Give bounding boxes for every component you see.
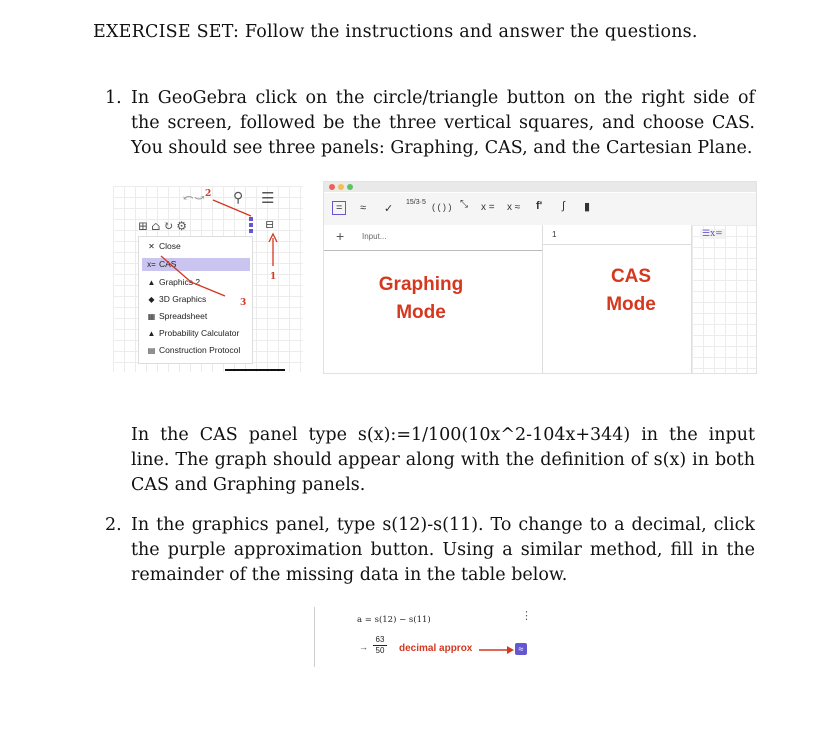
cas-row-line — [543, 244, 691, 245]
cas-toolbar — [324, 193, 756, 225]
cartesian-plane — [692, 225, 756, 373]
annotation-1: 1 — [270, 272, 277, 282]
add-input-icon[interactable]: + — [336, 228, 345, 244]
geogebra-menu-screenshot — [113, 186, 303, 372]
derivative-button[interactable]: f' — [536, 200, 543, 212]
fraction-numerator: 63 — [375, 635, 385, 644]
annotation-3: 3 — [240, 298, 247, 308]
menu-close[interactable]: ✕ Close — [148, 241, 181, 251]
probability-icon: ▲ — [147, 329, 156, 338]
input-underline — [324, 250, 542, 251]
numeric-button[interactable]: ≈ — [360, 202, 367, 214]
input-bar[interactable]: Input... — [362, 232, 387, 241]
close-icon: ✕ — [148, 242, 155, 251]
window-titlebar — [324, 182, 756, 192]
item-2-number: 2. — [105, 515, 122, 535]
minimize-window-dot[interactable] — [338, 184, 344, 190]
evaluate-button[interactable]: = — [332, 201, 346, 215]
approx-pointer-arrow — [479, 644, 519, 656]
settings-icon[interactable]: ⚙ — [176, 219, 191, 233]
menu-cas[interactable]: x= CAS — [147, 259, 177, 269]
protocol-icon: ▤ — [147, 346, 156, 355]
layout-icon[interactable]: ⊞ — [138, 219, 152, 233]
trash-icon[interactable]: ▮ — [584, 201, 591, 213]
cas-mode-label: CAS Mode — [606, 266, 656, 315]
graphics-icon: ▲ — [147, 278, 156, 287]
result-fraction — [373, 635, 387, 656]
result-arrow: → — [359, 642, 368, 652]
menu-3d-graphics[interactable]: ◆ 3D Graphics — [148, 294, 207, 304]
3d-icon: ◆ — [148, 295, 155, 304]
approximation-button[interactable]: ≈ — [515, 643, 527, 655]
fraction-denominator: 50 — [375, 646, 385, 655]
maximize-window-dot[interactable] — [347, 184, 353, 190]
hamburger-menu-icon[interactable]: ☰ — [261, 189, 275, 207]
integral-button[interactable]: ∫ — [562, 200, 566, 212]
substitute-icon[interactable]: ⤡ — [460, 199, 468, 210]
keep-input-button[interactable]: ✓ — [384, 203, 394, 215]
cas-row-number: 1 — [552, 230, 557, 239]
close-window-dot[interactable] — [329, 184, 335, 190]
algebra-entry-screenshot — [314, 607, 539, 667]
menu-probability[interactable]: ▲ Probability Calculator — [147, 328, 240, 338]
menu-graphics-2[interactable]: ▲ Graphics 2 — [147, 277, 201, 287]
solve-button[interactable]: x = — [481, 202, 495, 213]
expression-line: a = s(12) − s(11) — [357, 615, 431, 625]
spreadsheet-icon: ▦ — [147, 312, 156, 321]
menu-construction-protocol[interactable]: ▤ Construction Protocol — [147, 345, 241, 355]
graphing-mode-label: Graphing Mode — [378, 274, 464, 323]
item-2-text: In the graphics panel, type s(12)-s(11). To change to a decimal, click the purple approximation button. Using a similar method, fill in the remainder of the missing data in the table below. — [131, 515, 755, 585]
decimal-approx-label: decimal approx — [399, 643, 473, 654]
menu-spreadsheet[interactable]: ▦ Spreadsheet — [147, 311, 208, 321]
home-icon[interactable]: ⌂ — [151, 219, 164, 233]
undo-redo-icon: ⤺⤻ — [183, 191, 205, 206]
annotation-2: 2 — [205, 189, 212, 199]
geogebra-cas-screenshot — [323, 181, 757, 374]
cas-icon: x= — [147, 260, 156, 269]
solve-numeric-button[interactable]: x ≈ — [507, 202, 521, 213]
entry-menu-icon[interactable]: ⋮ — [521, 610, 532, 622]
expand-button[interactable]: ( ( ) ) — [432, 202, 452, 212]
page-heading: EXERCISE SET: Follow the instructions and answer the questions. — [93, 22, 698, 42]
algebra-icon[interactable]: ⊟ — [265, 218, 275, 231]
factor-button[interactable]: 15/3·5 — [406, 199, 426, 206]
algebra-view-icon[interactable]: ☰x= — [702, 229, 723, 239]
refresh-icon[interactable]: ↻ — [163, 219, 177, 233]
search-icon[interactable]: ⚲ — [233, 190, 244, 206]
cas-instruction-paragraph: In the CAS panel type s(x):=1/100(10x^2-104x+344) in the input line. The graph should appear along with the definition of s(x) in both CAS and Graphing panels. — [131, 425, 755, 495]
item-1-number: 1. — [105, 88, 122, 108]
item-1-text: In GeoGebra click on the circle/triangle button on the right side of the screen, followed be the three vertical squares, and choose CAS. You should see three panels: Graphing, CAS, and the Cartesian Plane. — [131, 88, 755, 158]
